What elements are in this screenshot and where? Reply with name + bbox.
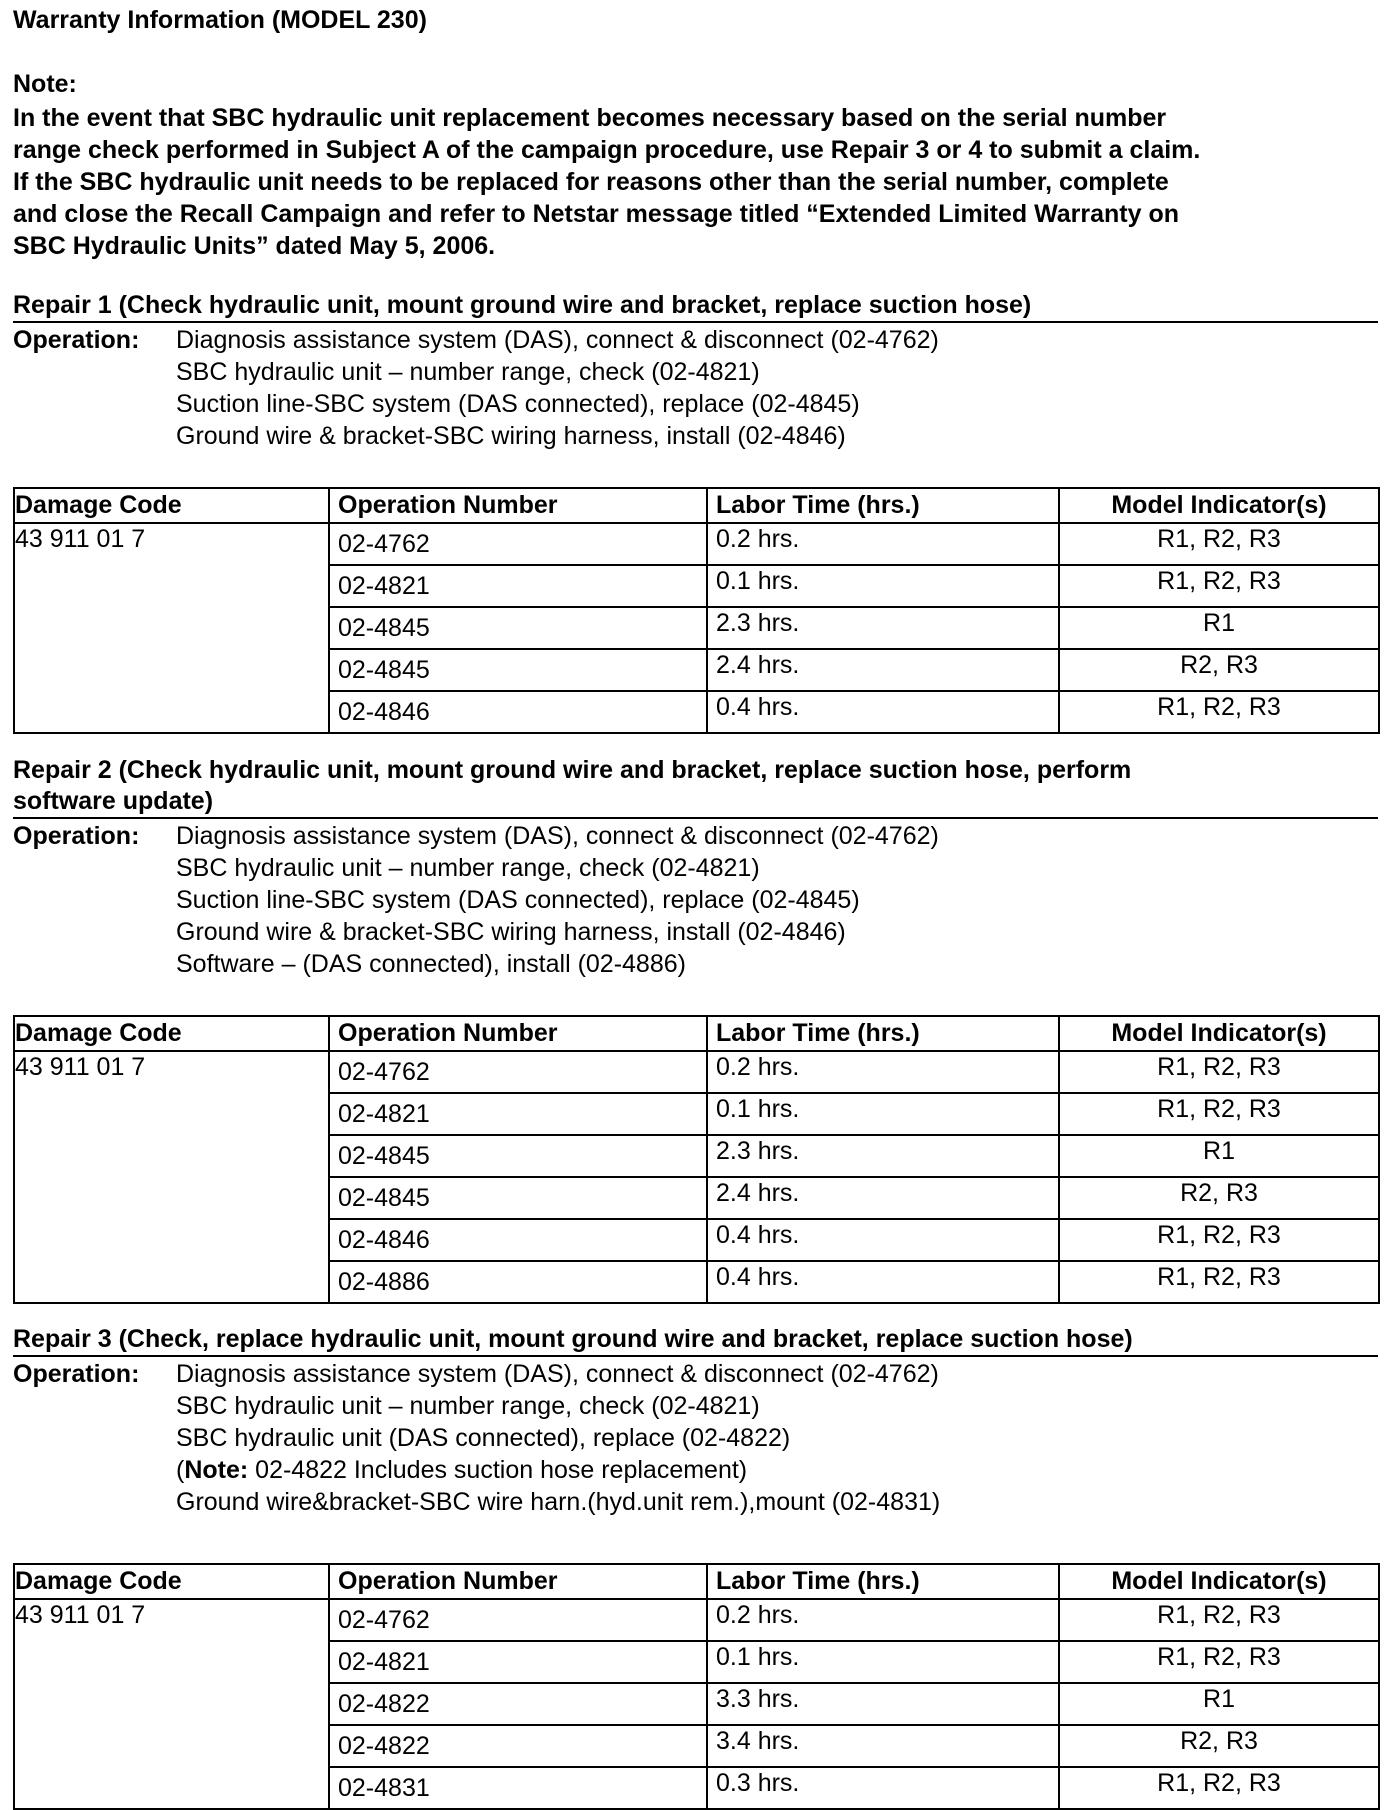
header-labor-time: Labor Time (hrs.) — [707, 488, 1059, 523]
operation-number-cell: 02-4822 — [329, 1725, 707, 1767]
operation-number-cell: 02-4762 — [329, 523, 707, 565]
model-indicators-cell: R1, R2, R3 — [1059, 1051, 1379, 1093]
header-labor-time: Labor Time (hrs.) — [707, 1564, 1059, 1599]
damage-code-cell: 43 911 01 7 — [14, 1599, 329, 1809]
note-line: and close the Recall Campaign and refer to Netstar message titled “Extended Limited Warranty on — [13, 200, 1180, 228]
operation-note-text: 02-4822 Includes suction hose replacement) — [248, 1456, 748, 1484]
operation-item: SBC hydraulic unit – number range, check (02-4821) — [176, 1392, 760, 1420]
document-title: Warranty Information (MODEL 230) — [13, 6, 427, 34]
labor-time-cell: 2.4 hrs. — [707, 649, 1059, 691]
operation-note: (Note: 02-4822 Includes suction hose replacement) — [176, 1456, 748, 1484]
operation-item: SBC hydraulic unit (DAS connected), replace (02-4822) — [176, 1424, 791, 1452]
header-labor-time: Labor Time (hrs.) — [707, 1016, 1059, 1051]
header-operation-number: Operation Number — [329, 488, 707, 523]
header-operation-number: Operation Number — [329, 1016, 707, 1051]
repair-heading-line: Repair 2 (Check hydraulic unit, mount ground wire and bracket, replace suction hose, perform — [13, 756, 1132, 784]
operation-label: Operation: — [13, 326, 140, 354]
model-indicators-cell: R2, R3 — [1059, 649, 1379, 691]
labor-time-cell: 3.3 hrs. — [707, 1683, 1059, 1725]
model-indicators-cell: R1, R2, R3 — [1059, 1261, 1379, 1303]
header-damage-code: Damage Code — [14, 488, 329, 523]
labor-time-cell: 0.2 hrs. — [707, 1051, 1059, 1093]
header-model-indicators: Model Indicator(s) — [1059, 1564, 1379, 1599]
repair-heading-line: Repair 1 (Check hydraulic unit, mount ground wire and bracket, replace suction hose) — [13, 291, 1032, 319]
model-indicators-cell: R1, R2, R3 — [1059, 523, 1379, 565]
operation-item: SBC hydraulic unit – number range, check (02-4821) — [176, 358, 760, 386]
note-line: SBC Hydraulic Units” dated May 5, 2006. — [13, 232, 496, 260]
model-indicators-cell: R1 — [1059, 1683, 1379, 1725]
repair-3-heading — [13, 1324, 1378, 1357]
model-indicators-cell: R1 — [1059, 1135, 1379, 1177]
note-body — [13, 102, 1200, 262]
labor-time-cell: 0.1 hrs. — [707, 565, 1059, 607]
table-header-row — [14, 1016, 1379, 1051]
damage-code-cell: 43 911 01 7 — [14, 1051, 329, 1303]
note-line: range check performed in Subject A of the campaign procedure, use Repair 3 or 4 to submit a claim. — [13, 136, 1201, 164]
labor-time-cell: 0.2 hrs. — [707, 523, 1059, 565]
labor-time-cell: 0.1 hrs. — [707, 1093, 1059, 1135]
model-indicators-cell: R1, R2, R3 — [1059, 1093, 1379, 1135]
header-model-indicators: Model Indicator(s) — [1059, 1016, 1379, 1051]
operation-number-cell: 02-4821 — [329, 1093, 707, 1135]
model-indicators-cell: R1, R2, R3 — [1059, 1767, 1379, 1809]
model-indicators-cell: R2, R3 — [1059, 1177, 1379, 1219]
operation-label: Operation: — [13, 1360, 140, 1388]
damage-code-cell: 43 911 01 7 — [14, 523, 329, 733]
table-header-row — [14, 488, 1379, 523]
operation-item: Diagnosis assistance system (DAS), connect & disconnect (02-4762) — [176, 326, 939, 354]
operation-note-label: Note: — [184, 1456, 249, 1484]
repair-2-labor-table — [13, 1015, 1380, 1304]
table-row — [14, 1599, 1379, 1641]
note-line: In the event that SBC hydraulic unit replacement becomes necessary based on the serial number — [13, 104, 1167, 132]
operation-number-cell: 02-4846 — [329, 1219, 707, 1261]
labor-time-cell: 2.3 hrs. — [707, 607, 1059, 649]
header-damage-code: Damage Code — [14, 1016, 329, 1051]
operation-number-cell: 02-4845 — [329, 649, 707, 691]
repair-heading-line: software update) — [13, 787, 214, 815]
operation-item: Suction line-SBC system (DAS connected), replace (02-4845) — [176, 390, 860, 418]
labor-time-cell: 0.4 hrs. — [707, 691, 1059, 733]
labor-time-cell: 2.3 hrs. — [707, 1135, 1059, 1177]
repair-1-labor-table — [13, 487, 1380, 734]
operation-item: SBC hydraulic unit – number range, check (02-4821) — [176, 854, 760, 882]
operation-item: Ground wire&bracket-SBC wire harn.(hyd.unit rem.),mount (02-4831) — [176, 1488, 941, 1516]
labor-time-cell: 0.3 hrs. — [707, 1767, 1059, 1809]
model-indicators-cell: R1, R2, R3 — [1059, 565, 1379, 607]
model-indicators-cell: R1 — [1059, 607, 1379, 649]
header-operation-number: Operation Number — [329, 1564, 707, 1599]
operation-number-cell: 02-4845 — [329, 1135, 707, 1177]
operation-number-cell: 02-4762 — [329, 1051, 707, 1093]
labor-time-cell: 3.4 hrs. — [707, 1725, 1059, 1767]
operation-number-cell: 02-4831 — [329, 1767, 707, 1809]
operation-number-cell: 02-4762 — [329, 1599, 707, 1641]
note-line: If the SBC hydraulic unit needs to be replaced for reasons other than the serial number, complete — [13, 168, 1169, 196]
operation-number-cell: 02-4845 — [329, 1177, 707, 1219]
labor-time-cell: 2.4 hrs. — [707, 1177, 1059, 1219]
repair-3-labor-table — [13, 1563, 1380, 1810]
operation-number-cell: 02-4821 — [329, 565, 707, 607]
operation-number-cell: 02-4846 — [329, 691, 707, 733]
operation-item: Software – (DAS connected), install (02-4886) — [176, 950, 686, 978]
table-row — [14, 523, 1379, 565]
operation-item: Ground wire & bracket-SBC wiring harness, install (02-4846) — [176, 422, 846, 450]
model-indicators-cell: R2, R3 — [1059, 1725, 1379, 1767]
operation-item: Suction line-SBC system (DAS connected), replace (02-4845) — [176, 886, 860, 914]
operation-item: Ground wire & bracket-SBC wiring harness, install (02-4846) — [176, 918, 846, 946]
repair-2-heading — [13, 755, 1378, 819]
operation-item: Diagnosis assistance system (DAS), connect & disconnect (02-4762) — [176, 1360, 939, 1388]
model-indicators-cell: R1, R2, R3 — [1059, 691, 1379, 733]
header-damage-code: Damage Code — [14, 1564, 329, 1599]
repair-heading-line: Repair 3 (Check, replace hydraulic unit, mount ground wire and bracket, replace suction hose) — [13, 1325, 1133, 1353]
header-model-indicators: Model Indicator(s) — [1059, 488, 1379, 523]
labor-time-cell: 0.2 hrs. — [707, 1599, 1059, 1641]
operation-number-cell: 02-4821 — [329, 1641, 707, 1683]
table-row — [14, 1051, 1379, 1093]
model-indicators-cell: R1, R2, R3 — [1059, 1219, 1379, 1261]
operation-number-cell: 02-4845 — [329, 607, 707, 649]
operation-number-cell: 02-4886 — [329, 1261, 707, 1303]
repair-1-heading — [13, 290, 1378, 323]
note-label: Note: — [13, 70, 77, 98]
operation-label: Operation: — [13, 822, 140, 850]
model-indicators-cell: R1, R2, R3 — [1059, 1641, 1379, 1683]
labor-time-cell: 0.4 hrs. — [707, 1219, 1059, 1261]
labor-time-cell: 0.1 hrs. — [707, 1641, 1059, 1683]
labor-time-cell: 0.4 hrs. — [707, 1261, 1059, 1303]
model-indicators-cell: R1, R2, R3 — [1059, 1599, 1379, 1641]
table-header-row — [14, 1564, 1379, 1599]
operation-number-cell: 02-4822 — [329, 1683, 707, 1725]
operation-item: Diagnosis assistance system (DAS), connect & disconnect (02-4762) — [176, 822, 939, 850]
